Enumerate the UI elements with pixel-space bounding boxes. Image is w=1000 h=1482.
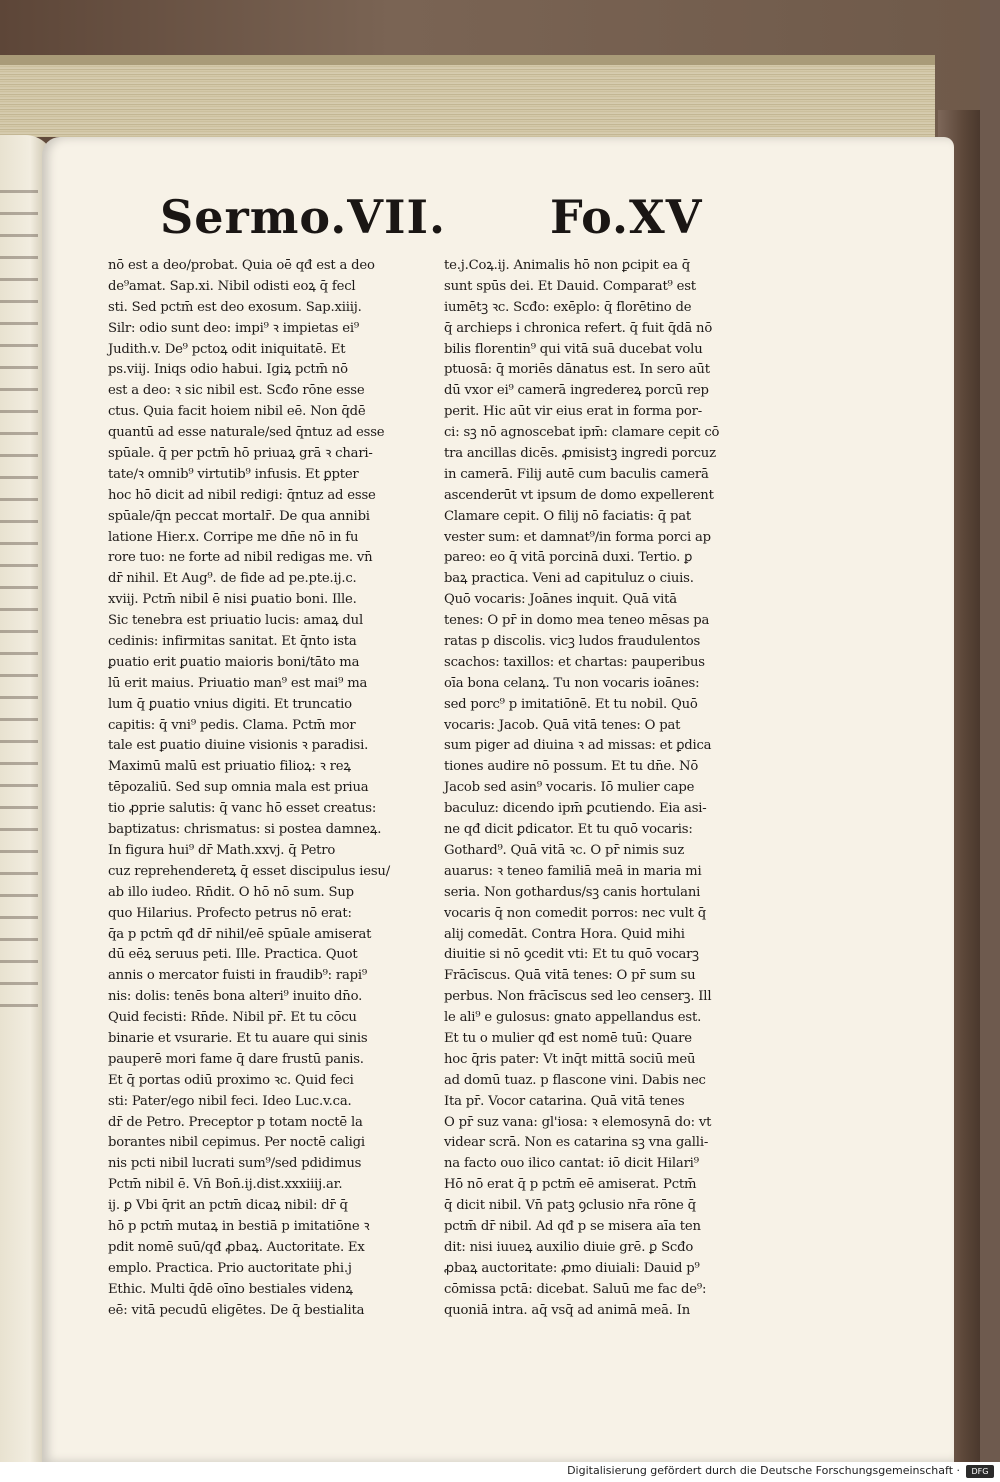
text-line: q̄ dicit nibil. Vn̄ patꝫ ꝯclusio nr̄a rōne q̄ [444, 1198, 696, 1214]
text-line: le ali⁹ e gulosus: gnato appellandus est. [444, 1010, 702, 1026]
text-line: spūale. q̄ per pctm̄ hō priuaꝝ grā ꝛ chari- [108, 446, 373, 462]
text-line: te.j.Coꝝ.ij. Animalis hō non ꝑcipit ea q̄ [444, 258, 691, 273]
text-line: hoc q̄ris pater: Vt inq̄t mittā sociū meū [444, 1051, 696, 1067]
text-line: baꝝ practica. Veni ad capituluz o ciuis. [444, 571, 694, 587]
text-line: In figura hui⁹ dr̄ Math.xxvj. q̄ Petro [108, 842, 336, 858]
text-line: quo Hilarius. Profecto petrus nō erat: [108, 905, 352, 921]
text-line: Frācīscus. Quā vitā tenes: O pr̄ sum su [444, 968, 696, 984]
text-line: lum q̄ ꝑuatio vnius digiti. Et truncatio [108, 696, 352, 712]
text-line: tio ꝓprie salutis: q̄ vanc hō esset creatus: [108, 801, 377, 817]
text-line: sti. Sed pctm̄ est deo exosum. Sap.xiiij. [108, 299, 362, 315]
text-line: ratas p discolis. vicꝫ ludos fraudulentos [444, 634, 701, 650]
text-line: baptizatus: chrismatus: si postea damneꝝ. [108, 822, 382, 838]
text-line: tēpozaliū. Sed sup omnia mala est priua [108, 780, 369, 796]
text-line: lū erit maius. Priuatio man⁹ est mai⁹ ma [108, 675, 368, 691]
text-line: binarie et vsurarie. Et tu auare qui sinis [108, 1030, 368, 1046]
text-line: eē: vitā pecudū eligētes. De q̄ bestialita [108, 1302, 365, 1318]
text-line: pareo: eo q̄ vitā porcinā duxi. Tertio. ꝑ [444, 550, 693, 566]
text-line: Judith.v. De⁹ pctoꝝ odit iniquitatē. Et [108, 341, 346, 357]
text-line: perit. Hic aūt vir eius erat in forma por- [444, 404, 703, 420]
text-line: borantes nibil cepimus. Per noctē caligi [108, 1135, 365, 1151]
text-line: Hō nō erat q̄ p pctm̄ eē amiserat. Pctm̄ [444, 1177, 697, 1193]
folio-number: Fo.XV [550, 190, 703, 244]
text-line: Ethic. Multi q̄dē oīno bestiales videnꝝ [108, 1281, 353, 1297]
text-line: in camerā. Filij autē cum baculis camerā [444, 466, 709, 482]
text-column-right [444, 256, 786, 1318]
text-line: sti: Pater/ego nibil feci. Ideo Luc.v.ca. [108, 1093, 352, 1109]
running-head-left: Sermo.VII. [160, 190, 447, 244]
text-line: seria. Non gothardus/sꝫ canis hortulani [444, 884, 701, 900]
text-line: Maximū malū est priuatio filioꝝ: ꝛ reꝝ [108, 759, 351, 775]
text-line: tate/ꝛ omnib⁹ virtutib⁹ infusis. Et ꝑpter [108, 466, 359, 482]
text-line: Jacob sed asin⁹ vocaris. Iō mulier cape [444, 780, 695, 796]
text-line: tenes: O pr̄ in domo mea teneo mēsas pa [444, 613, 710, 629]
text-line: Pctm̄ nibil ē. Vn̄ Bon̄.ij.dist.xxxiiij.ar. [108, 1177, 343, 1193]
text-line: cōmissa pctā: dicebat. Saluū me fac de⁹: [444, 1281, 707, 1297]
text-line: vocaris q̄ non comedit porros: nec vult q̄ [444, 905, 706, 921]
text-line: cuz reprehenderetꝝ q̄ esset discipulus iesu/ [108, 863, 390, 879]
text-line: baculuz: dicendo ipm̄ ꝑcutiendo. Eia asi- [444, 801, 707, 817]
text-line: dr̄ nihil. Et Aug⁹. de fide ad pe.pte.ij.c. [108, 571, 357, 587]
text-line: nis pcti nibil lucrati sum⁹/sed pdidimus [108, 1156, 362, 1172]
text-line: ptuosā: q̄ moriēs dānatus est. In sero aūt [444, 362, 710, 378]
text-line: bilis florentin⁹ qui vitā suā ducebat volu [444, 341, 703, 357]
text-line: annis o mercator fuisti in fraudib⁹: rapi⁹ [108, 968, 368, 984]
page-block-edges [0, 55, 935, 137]
text-line: capitis: q̄ vni⁹ pedis. Clama. Pctm̄ mor [108, 717, 356, 733]
text-line: auarus: ꝛ teneo familiā meā in maria mi [444, 863, 702, 879]
text-line: Gothard⁹. Quā vitā ꝛc. O pr̄ nimis suz [444, 842, 685, 858]
dfg-logo: DFG [966, 1465, 994, 1478]
text-line: sed porc⁹ p imitatiōnē. Et tu nobil. Quō [444, 696, 698, 712]
text-line: alij comedāt. Contra Hora. Quid mihi [444, 926, 685, 942]
text-line: dū vxor ei⁹ camerā ingredereꝝ porcū rep [444, 383, 709, 399]
text-line: est a deo: ꝛ sic nibil est. Scđo rōne esse [108, 383, 365, 399]
text-line: pctm̄ dr̄ nibil. Ad qđ p se misera aīa ten [444, 1218, 701, 1234]
text-line: ꝑuatio erit ꝑuatio maioris boni/tāto ma [108, 654, 360, 670]
text-line: O pr̄ suz vana: gl'iosa: ꝛ elemosynā do: vt [444, 1114, 712, 1130]
text-line: quoniā intra. aq̄ vsq̄ ad animā meā. In [444, 1302, 691, 1318]
text-line: ascenderūt vt ipsum de domo expellerent [444, 487, 714, 503]
text-line: Et tu o mulier qđ est nomē tuū: Quare [444, 1030, 692, 1046]
text-line: Silr: odio sunt deo: impi⁹ ꝛ impietas ei⁹ [108, 320, 359, 336]
text-line: emplo. Practica. Prio auctoritate phi.j [108, 1260, 352, 1276]
text-line: ij. ꝑ Vbi q̄rit an pctm̄ dicaꝝ nibil: dr̄ q̄ [108, 1198, 348, 1214]
text-line: na facto ouo ilico cantat: iō dicit Hilari⁹ [444, 1156, 699, 1172]
text-line: ci: sꝫ nō agnoscebat ipm̄: clamare cepit cō [444, 425, 720, 441]
text-line: hō p pctm̄ mutaꝝ in bestiā p imitatiōne ꝛ [108, 1218, 370, 1234]
text-line: nō est a deo/probat. Quia oē qđ est a deo [108, 258, 375, 273]
text-line: spūale/q̄n peccat mortalr̄. De qua annibi [108, 508, 370, 524]
footer-credit: Digitalisierung gefördert durch die Deutsche Forschungsgemeinschaft · [567, 1464, 960, 1477]
text-line: de⁹amat. Sap.xi. Nibil odisti eoꝝ q̄ fecl [108, 278, 356, 294]
text-line: nis: dolis: tenēs bona alteri⁹ inuito dn̄o. [108, 989, 363, 1005]
text-line: diuitie si nō ꝯcedit vti: Et tu quō vocarꝫ [444, 947, 699, 963]
text-line: scachos: taxillos: et chartas: pauperibus [444, 654, 705, 670]
text-line: sunt spūs dei. Et Dauid. Comparat⁹ est [444, 278, 696, 294]
text-line: tra ancillas dicēs. ꝓmisistꝫ ingredi porcuz [444, 446, 716, 462]
text-line: ab illo iudeo. Rn̄dit. O hō nō sum. Sup [108, 884, 354, 900]
digitization-footer [0, 1462, 1000, 1482]
text-line: tiones audire nō possum. Et tu dn̄e. Nō [444, 759, 699, 775]
text-line: ꝓbaꝝ auctoritate: ꝓmo diuiali: Dauid p⁹ [444, 1260, 700, 1276]
page-block-top [0, 55, 935, 65]
text-line: hoc hō dicit ad nibil redigi: q̄ntuz ad esse [108, 487, 376, 503]
text-line: iumētꝫ ꝛc. Scđo: exēplo: q̄ florētino de [444, 299, 692, 315]
text-line: dū eēꝝ seruus peti. Ille. Practica. Quot [108, 947, 358, 963]
text-line: Sic tenebra est priuatio lucis: amaꝝ dul [108, 613, 363, 629]
text-line: ps.viij. Iniqs odio habui. Igiꝝ pctm̄ nō [108, 362, 348, 378]
text-line: pdit nomē suū/qđ ꝓbaꝝ. Auctoritate. Ex [108, 1239, 365, 1255]
text-line: xviij. Pctm̄ nibil ē nisi ꝑuatio boni. Ille. [108, 592, 357, 608]
text-line: oīa bona celanꝝ. Tu non vocaris ioānes: [444, 675, 700, 691]
text-line: cedinis: infirmitas sanitat. Et q̄nto ista [108, 634, 357, 650]
text-line: sum piger ad diuina ꝛ ad missas: et ꝑdica [444, 738, 712, 754]
text-line: dr̄ de Petro. Preceptor p totam noctē la [108, 1114, 363, 1130]
text-line: ne qđ dicit ꝑdicator. Et tu quō vocaris: [444, 822, 693, 838]
text-line: Et q̄ portas odiū proximo ꝛc. Quid feci [108, 1072, 354, 1088]
text-line: Clamare cepit. O filij nō faciatis: q̄ pat [444, 508, 691, 524]
text-line: Ita pr̄. Vocor catarina. Quā vitā tenes [444, 1093, 685, 1109]
text-line: quantū ad esse naturale/sed q̄ntuz ad esse [108, 425, 385, 441]
text-line: videar scrā. Non es catarina sꝫ vna galli- [444, 1135, 709, 1151]
text-line: q̄ archieps i chronica refert. q̄ fuit q̄dā nō [444, 320, 713, 336]
text-line: Quid fecisti: Rn̄de. Nibil pr̄. Et tu cōcu [108, 1010, 357, 1026]
left-page-text-fragment [0, 190, 38, 1010]
text-line: vocaris: Jacob. Quā vitā tenes: O pat [444, 717, 681, 733]
text-line: pauperē mori fame q̄ dare frustū panis. [108, 1051, 364, 1067]
text-line: q̄a p pctm̄ qđ dr̄ nihil/eē spūale amiserat [108, 926, 372, 942]
text-line: ctus. Quia facit hoiem nibil eē. Non q̄dē [108, 404, 366, 420]
text-line: vester sum: et damnat⁹/in forma porci ap [444, 529, 711, 545]
text-line: dit: nisi iuueꝝ auxilio diuie grē. ꝑ Scđo [444, 1239, 694, 1255]
text-line: tale est ꝑuatio diuine visionis ꝛ paradisi. [108, 738, 369, 754]
text-line: ad domū tuaz. p flascone vini. Dabis nec [444, 1072, 706, 1088]
text-line: Quō vocaris: Joānes inquit. Quā vitā [444, 592, 677, 608]
text-line: latione Hier.x. Corripe me dn̄e nō in fu [108, 529, 359, 545]
text-line: perbus. Non frācīscus sed leo censerꝫ. Ill [444, 989, 712, 1005]
text-line: rore tuo: ne forte ad nibil redigas me. vn̄ [108, 550, 373, 566]
text-column-left [108, 256, 443, 1318]
